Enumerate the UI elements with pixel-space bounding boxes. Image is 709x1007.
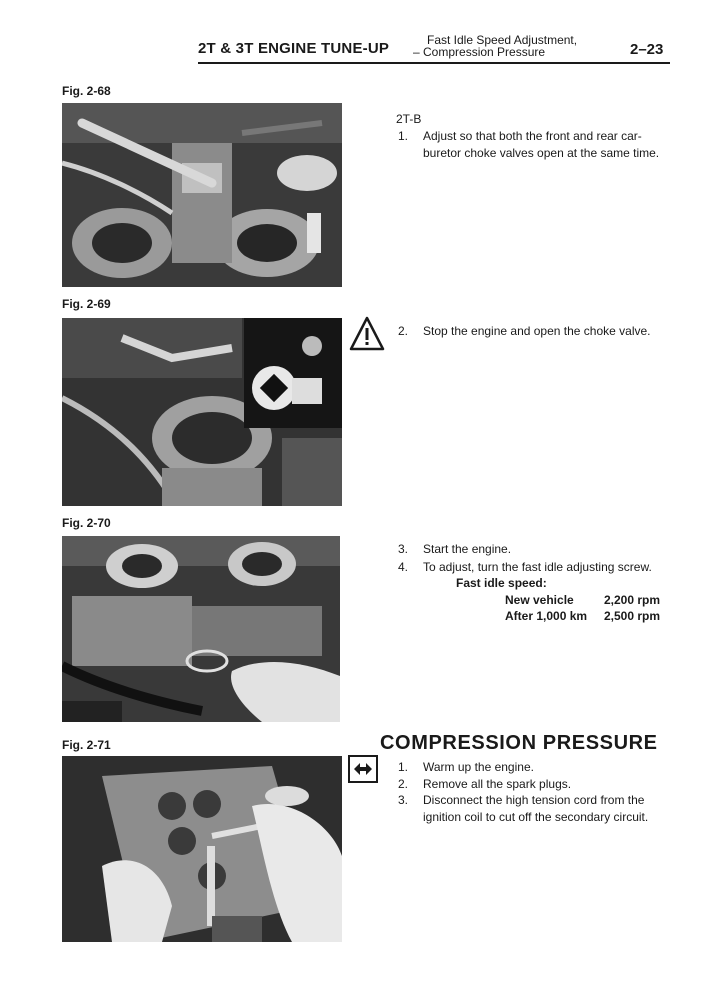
section-header-subtitle-1: Fast Idle Speed Adjustment, <box>427 33 578 47</box>
spec-label-new: New vehicle <box>505 593 574 607</box>
step-2-number: 2. <box>398 324 409 338</box>
figure-label-2-68: Fig. 2-68 <box>62 84 111 98</box>
cp-step-3-text-line-1: Disconnect the high tension cord from the <box>423 793 645 807</box>
cp-step-1-number: 1. <box>398 760 409 774</box>
step-1-text-line-2: buretor choke valves open at the same time. <box>423 146 660 160</box>
cp-step-1-text: Warm up the engine. <box>423 760 534 774</box>
cp-step-2-number: 2. <box>398 777 409 791</box>
spark-plug-removal-photo <box>62 756 342 942</box>
step-2-text: Stop the engine and open the choke valve. <box>423 324 651 338</box>
step-4-text: To adjust, turn the fast idle adjusting screw. <box>423 560 652 574</box>
remove-install-arrows-icon <box>348 755 378 783</box>
step-4-number: 4. <box>398 560 409 574</box>
cp-step-3-number: 3. <box>398 793 409 807</box>
header-rule <box>198 62 670 64</box>
fast-idle-screw-photo <box>62 536 340 722</box>
carburetor-photo <box>62 103 342 287</box>
section-header-subtitle-2: – Compression Pressure <box>413 45 546 59</box>
section-title: COMPRESSION PRESSURE <box>380 732 658 754</box>
step-1-number: 1. <box>398 129 409 143</box>
step-3-text: Start the engine. <box>423 542 512 556</box>
model-label: 2T-B <box>396 112 422 126</box>
step-1-text-line-1: Adjust so that both the front and rear car- <box>423 129 642 143</box>
spec-value-1000km: 2,500 rpm <box>604 609 661 623</box>
step-3-number: 3. <box>398 542 409 556</box>
spec-value-new: 2,200 rpm <box>604 593 661 607</box>
cp-step-2-text: Remove all the spark plugs. <box>423 777 572 791</box>
spec-title: Fast idle speed: <box>456 576 547 590</box>
cp-step-3-text-line-2: ignition coil to cut off the secondary circuit. <box>423 810 649 824</box>
section-header-title: 2T & 3T ENGINE TUNE-UP <box>198 40 390 57</box>
figure-label-2-71: Fig. 2-71 <box>62 738 111 752</box>
figure-label-2-69: Fig. 2-69 <box>62 297 111 311</box>
warning-triangle-icon <box>349 316 385 352</box>
page-number: 2–23 <box>630 41 664 58</box>
spec-label-1000km: After 1,000 km <box>505 609 588 623</box>
choke-valve-photo <box>62 318 342 506</box>
figure-label-2-70: Fig. 2-70 <box>62 516 111 530</box>
